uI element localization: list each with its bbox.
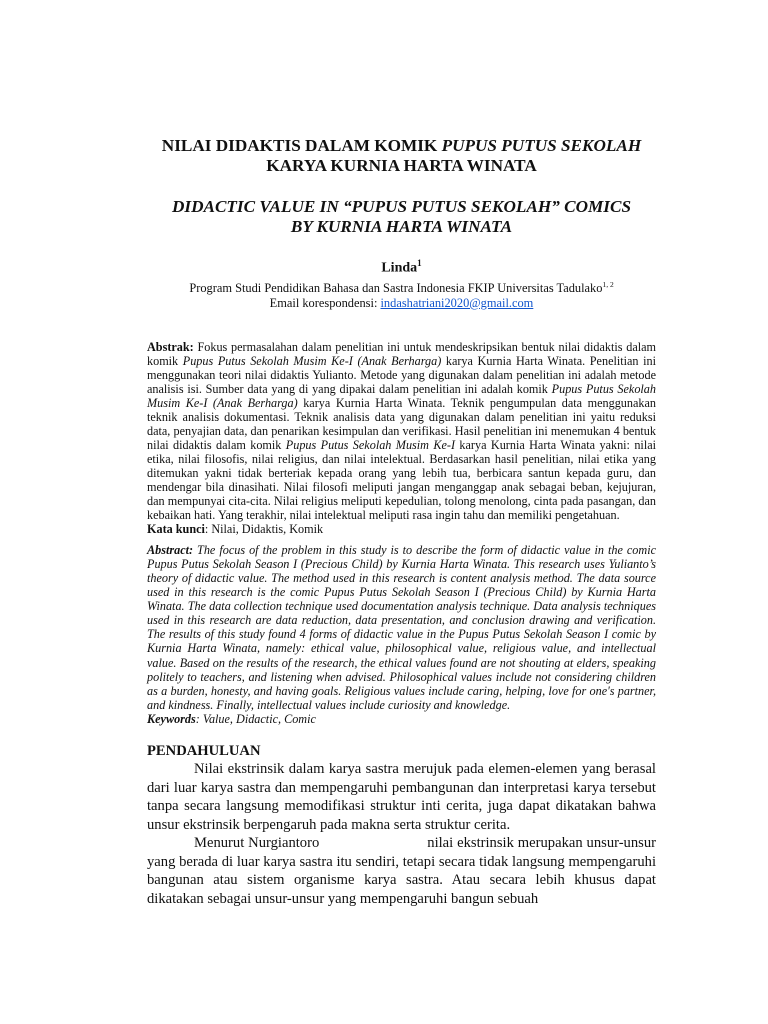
author-sup: 1 bbox=[417, 258, 422, 268]
abstrak-s3: karya Kurnia Harta Winata. Teknik pengumpulan data menggunakan teknik analisis dokumentasi. Teknik analisis data yang digunakan dalam penelitian ini yaitu reduksi data, penyajian data, dan penarikan kesimpulan dan verifikasi. Hasil penelitian ini menemukan 4 bentuk nilai didaktis dalam komik bbox=[147, 395, 656, 452]
email-label: Email korespondensi: bbox=[269, 295, 381, 310]
body-paragraph-2 bbox=[147, 834, 656, 908]
title-line1-italic: PUPUS PUTUS SEKOLAH bbox=[441, 136, 642, 155]
author bbox=[147, 255, 656, 277]
abstract-label: Abstract: bbox=[147, 542, 194, 557]
body-paragraph-1: Nilai ekstrinsik dalam karya sastra merujuk pada elemen-elemen yang berasal dari luar karya sastra dan mempengaruhi pembangunan dan interpretasi karya tersebut tanpa secara langsung memodifikasi struktur inti cerita, juga dapat dikatakan bahwa unsur ekstrinsik berpengaruh pada makna serta struktur cerita. bbox=[147, 760, 656, 833]
abstrak-s2: karya Kurnia Harta Winata. Penelitian ini menggunakan teori nilai didaktis Yulianto. Metode yang digunakan dalam penelitian ini adalah metode analisis isi. Sumber data yang di yang dipakai dalam penelitian ini adalah komik bbox=[147, 353, 656, 396]
abstrak-block bbox=[147, 340, 656, 536]
abstrak-s3-italic: Pupus Putus Sekolah Musim Ke-I bbox=[285, 437, 456, 452]
paper-subtitle bbox=[147, 197, 656, 237]
abstract-text: The focus of the problem in this study is to describe the form of didactic value in the comic Pupus Putus Sekolah Season I (Precious Child) by Kurnia Harta Winata. This research uses Yulianto’s theory of didactic value. The method used in this research is content analysis method. The data source used in this research is the comic Pupus Putus Sekolah Season I (Precious Child) by Kurnia Harta Winata. The data collection technique used documentation analysis technique. Data analysis techniques used in this research are data reduction, data presentation, and conclusion drawing and verification. The results of this study found 4 forms of didactic value in the Pupus Putus Sekolah Season I comic by Kurnia Harta Winata, namely: ethical value, philosophical value, religious value, and intellectual value. Based on the results of the research, the ethical values found are not shouting at elders, speaking politely to teachers, and listening when advised. Philosophical values include not considering children as a burden, honesty, and having goals. Religious values include caring, helping, love for one's partner, and kindness. Finally, intellectual values include curiosity and knowledge. bbox=[147, 542, 656, 712]
correspondence-email bbox=[147, 296, 656, 311]
affiliation-program: Program Studi Pendidikan Bahasa dan Sastra Indonesia FKIP Universitas Tadulako bbox=[189, 280, 603, 295]
subtitle-line1: DIDACTIC VALUE IN “PUPUS PUTUS SEKOLAH” COMICS bbox=[171, 197, 632, 216]
title-line1-plain: NILAI DIDAKTIS DALAM KOMIK bbox=[161, 136, 442, 155]
paper-page bbox=[147, 136, 656, 909]
keywords-text: : Value, Didactic, Comic bbox=[195, 711, 316, 726]
abstrak-paragraph bbox=[147, 340, 656, 522]
author-name: Linda bbox=[381, 260, 418, 276]
kata-kunci-text: : Nilai, Didaktis, Komik bbox=[204, 521, 324, 536]
body-p2-start: Menurut Nurgiantoro bbox=[194, 835, 320, 852]
abstrak-label: Abstrak: bbox=[147, 339, 194, 354]
section-body bbox=[147, 760, 656, 909]
subtitle-line2: BY KURNIA HARTA WINATA bbox=[290, 217, 513, 236]
abstrak-s1: Fokus permasalahan dalam penelitian ini untuk mendeskripsikan bentuk nilai didaktis dalam komik bbox=[147, 339, 656, 368]
abstrak-s2-italic: Pupus Putus Sekolah Musim Ke-I (Anak Berharga) bbox=[147, 381, 656, 410]
affiliation-sup: 1, 2 bbox=[602, 279, 614, 289]
kata-kunci-label: Kata kunci bbox=[147, 521, 205, 536]
keywords bbox=[147, 712, 656, 726]
keywords-label: Keywords bbox=[147, 711, 196, 726]
abstract-block bbox=[147, 543, 656, 726]
affiliation bbox=[147, 277, 656, 296]
title-line2: KARYA KURNIA HARTA WINATA bbox=[266, 156, 537, 175]
kata-kunci bbox=[147, 522, 656, 536]
abstrak-s4: karya Kurnia Harta Winata yakni: nilai etika, nilai filosofis, nilai religius, dan nilai intelektual. Berdasarkan hasil penelitian, nilai etika yang ditemukan yakni tidak berteriak kepada orang yang lebih tua, berbicara santun kepada guru, dan mendengar bila dinasihati. Nilai filosofi meliputi jangan menganggap anak sebagai beban, kejujuran, dan mempunyai cita-cita. Nilai religius meliputi kepedulian, tolong menolong, cinta pada pasangan, dan kebaikan hati. Yang terakhir, nilai intelektual meliputi rasa ingin tahu dan memiliki pengetahuan. bbox=[147, 437, 656, 522]
abstrak-s1-italic: Pupus Putus Sekolah Musim Ke-I (Anak Berharga) bbox=[182, 353, 442, 368]
email-link[interactable]: indashatriani2020@gmail.com bbox=[380, 295, 534, 310]
paper-title bbox=[147, 136, 656, 176]
abstract-paragraph bbox=[147, 543, 656, 712]
body-p2-rest: nilai ekstrinsik merupakan unsur-unsur yang berada di luar karya sastra itu sendiri, tetapi secara tidak langsung mempengaruhi bangunan atau sistem organisme karya sastra. Atau secara lebih khusus dapat dikatakan sebagai unsur-unsur yang mempengaruhi bangun sebuah bbox=[147, 835, 656, 908]
section-heading: PENDAHULUAN bbox=[147, 742, 261, 759]
